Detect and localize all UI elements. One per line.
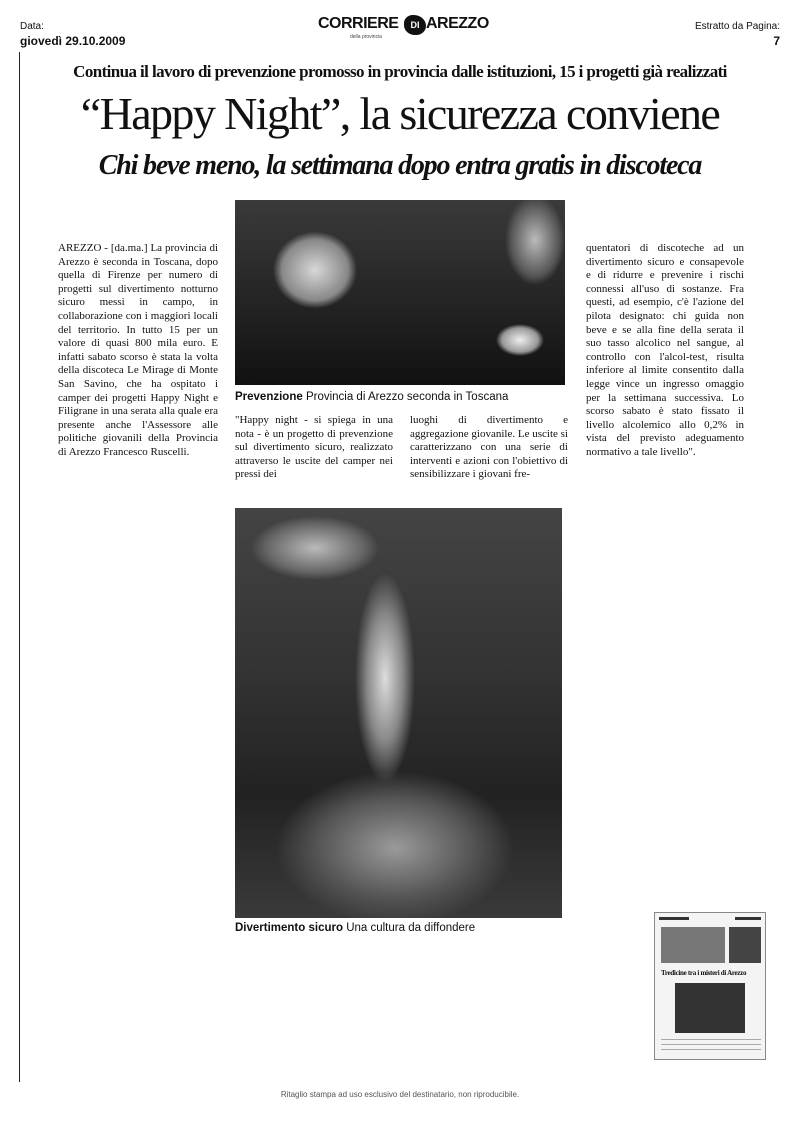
thumb-title: Tredicine tra i misteri di Arezzo: [661, 969, 747, 977]
thumb-header-bar: [735, 917, 761, 920]
article-kicker: Continua il lavoro di prevenzione promosso in provincia dalle istituzioni, 15 i progetti già realizzati: [73, 62, 727, 81]
caption-text: Una cultura da diffondere: [343, 922, 476, 934]
header-page-block: [695, 20, 780, 48]
page-thumbnail: [654, 912, 766, 1060]
thumb-block: [661, 927, 725, 963]
margin-rule: [19, 52, 20, 1082]
photo-divertimento: [235, 508, 562, 918]
photo-caption-prevenzione: [235, 391, 508, 403]
extract-label: Estratto da Pagina:: [694, 21, 780, 32]
article-column-2: "Happy night - si spiega in una nota - è un progetto di prevenzione sul divertimento sicuro, realizzato attraverso le uscite del camper nei pressi dei: [235, 414, 393, 481]
thumb-line: [661, 1044, 761, 1045]
photo-prevenzione: [235, 200, 565, 385]
footer-notice: Ritaglio stampa ad uso esclusivo del destinatario, non riproducibile.: [280, 1090, 520, 1099]
header-date-block: [20, 20, 125, 48]
date-value: giovedì 29.10.2009: [20, 34, 126, 48]
thumb-photo: [675, 983, 745, 1033]
article-column-1: AREZZO - [da.ma.] La provincia di Arezzo è seconda in Toscana, dopo quella di Firenze per numero di progetti sul divertimento notturno sicuro messi in campo, in collaborazione con i maggiori locali del territorio. In tutto 15 per un valore di quasi 800 mila euro. E infatti sabato scorso è stata la volta della discoteca Le Mirage di Monte San Savino, che ha ospitato i camper dei progetti Happy Night e Filigrane in una serata alla quale era presente anche l'Assessore alle politiche giovanili della Provincia di Arezzo Francesco Ruscelli.: [58, 242, 218, 458]
thumb-line: [661, 1049, 761, 1050]
newspaper-logo: [318, 12, 488, 42]
date-label: Data:: [20, 21, 44, 32]
article-title: “Happy Night”, la sicurezza conviene: [80, 88, 720, 139]
caption-text: Provincia di Arezzo seconda in Toscana: [302, 391, 509, 403]
thumb-line: [661, 1039, 761, 1040]
photo-caption-divertimento: [235, 922, 475, 934]
logo-word-corriere: CORRIERE: [318, 15, 399, 32]
page-number: 7: [773, 34, 780, 48]
logo-badge-di: DI: [404, 15, 426, 35]
caption-bold: Prevenzione: [235, 391, 303, 403]
article-column-3: luoghi di divertimento e aggregazione giovanile. Le uscite si caratterizzano con una serie di interventi e azioni con l'obiettivo di sensibilizzare i giovani fre-: [410, 414, 568, 481]
caption-bold: Divertimento sicuro: [235, 922, 343, 934]
thumb-block: [729, 927, 761, 963]
logo-word-arezzo: AREZZO: [426, 15, 489, 32]
thumb-header-bar: [659, 917, 689, 920]
article-subtitle: Chi beve meno, la settimana dopo entra gratis in discoteca: [98, 150, 702, 181]
logo-tagline: della provincia: [350, 34, 382, 40]
article-column-4: quentatori di discoteche ad un divertimento sicuro e consapevole e di ridurre e prevenire i rischi connessi all'uso di sostanze. Fra questi, ad esempio, c'è l'azione del pilota designato: chi guida non beve e se alla fine della serata il suo tasso alcolico nel sangue, al controllo con l'alcol-test, risulta inferiore al limite consentito dalla legge vince un ingresso omaggio per la settimana successiva. Lo scorso sabato è stato fissato il livello alcolemico allo 0,2% in vista del previsto adeguamento normativo a tale livello".: [586, 242, 744, 458]
